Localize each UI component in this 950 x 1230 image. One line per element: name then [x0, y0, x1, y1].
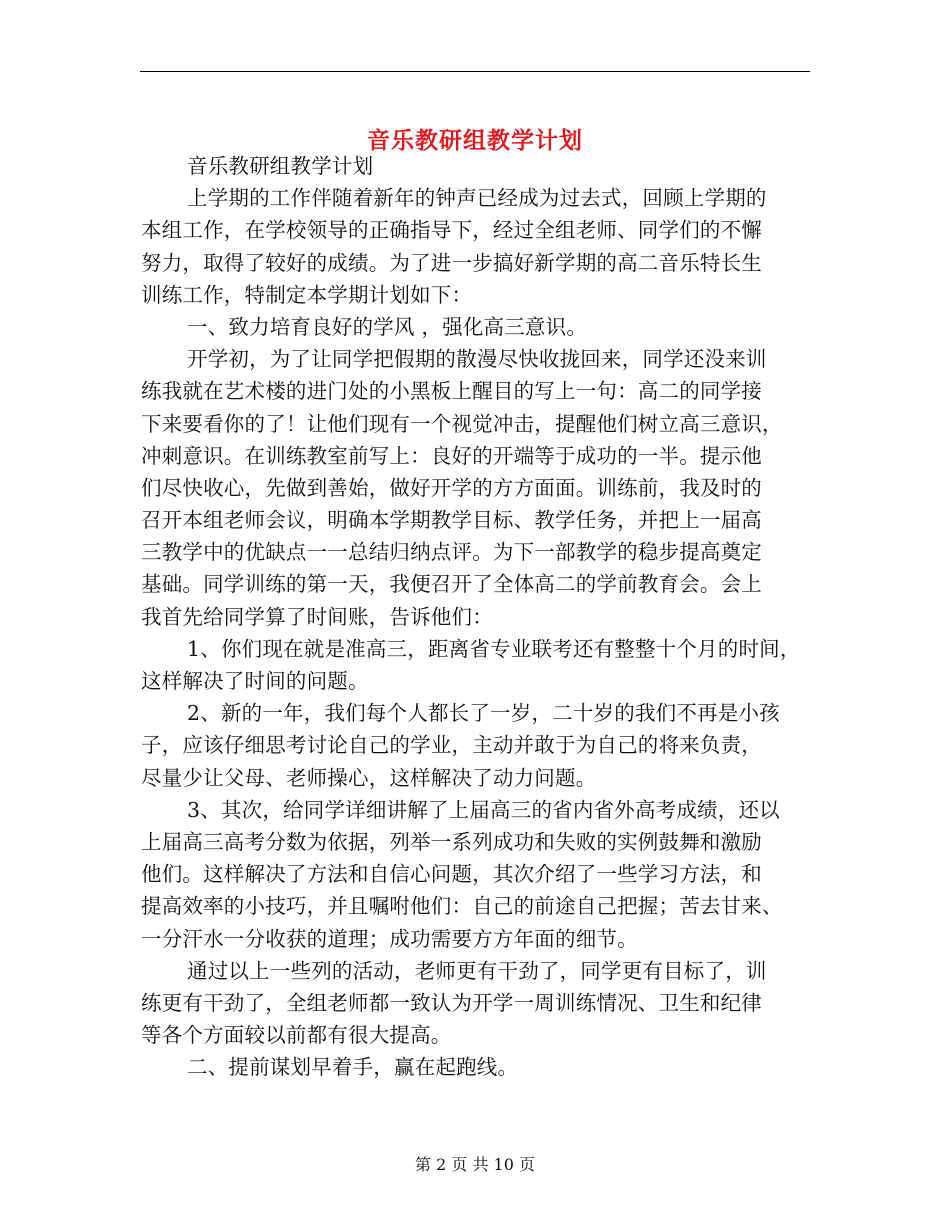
body-line: 上学期的工作伴随着新年的钟声已经成为过去式，回顾上学期的: [187, 186, 767, 211]
header-rule: [140, 71, 810, 72]
body-line: 提高效率的小技巧，并且嘱咐他们：自己的前途自己把握；苦去甘来、: [141, 894, 783, 919]
body-line: 三教学中的优缺点一一总结归纳点评。为下一部教学的稳步提高奠定: [141, 540, 762, 565]
body-line: 这样解决了时间的问题。: [141, 669, 369, 693]
body-line: 尽量少让父母、老师操心，这样解决了动力问题。: [141, 765, 597, 790]
body-line: 召开本组老师会议，明确本学期教学目标、教学任务，并把上一届高: [141, 508, 762, 533]
body-line: 音乐教研组教学计划: [187, 154, 374, 178]
body-line: 训练工作，特制定本学期计划如下：: [141, 282, 473, 307]
body-line: 2、新的一年，我们每个人都长了一岁，二十岁的我们不再是小孩: [187, 701, 780, 726]
body-line: 下来要看你的了！让他们现有一个视觉冲击，提醒他们树立高三意识，: [141, 411, 783, 436]
body-line: 们尽快收心，先做到善始，做好开学的方方面面。训练前，我及时的: [141, 475, 762, 500]
body-line: 一分汗水一分收获的道理；成功需要方方年面的细节。: [141, 926, 638, 951]
body-line: 等各个方面较以前都有很大提高。: [141, 1023, 452, 1048]
document-body: [141, 150, 811, 1083]
body-line: 1、你们现在就是准高三，距离省专业联考还有整整十个月的时间，: [187, 636, 801, 661]
body-line: 他们。这样解决了方法和自信心问题，其次介绍了一些学习方法，和: [141, 862, 762, 887]
body-line: 练我就在艺术楼的进门处的小黑板上醒目的写上一句：高二的同学接: [141, 379, 762, 404]
page-footer: 第 2 页 共 10 页: [415, 1155, 535, 1174]
body-line: 一、致力培育良好的学风 ，强化高三意识。: [187, 314, 588, 339]
body-line: 练更有干劲了，全组老师都一致认为开学一周训练情况、卫生和纪律: [141, 990, 762, 1015]
body-line: 通过以上一些列的活动，老师更有干劲了，同学更有目标了，训: [187, 958, 767, 983]
body-line: 二、提前谋划早着手，赢在起跑线。: [187, 1055, 519, 1080]
body-line: 努力，取得了较好的成绩。为了进一步搞好新学期的高二音乐特长生: [141, 250, 762, 275]
body-line: 我首先给同学算了时间账，告诉他们：: [141, 604, 493, 629]
document-title: 音乐教研组教学计划: [367, 127, 583, 155]
body-line: 开学初，为了让同学把假期的散漫尽快收拢回来，同学还没来训: [187, 347, 767, 372]
body-line: 3、其次，给同学详细讲解了上届高三的省内省外高考成绩，还以: [187, 797, 780, 822]
body-line: 上届高三高考分数为依据，列举一系列成功和失败的实例鼓舞和激励: [141, 829, 762, 854]
body-line: 子，应该仔细思考讨论自己的学业，主动并敢于为自己的将来负责，: [141, 733, 762, 758]
body-line: 基础。同学训练的第一天，我便召开了全体高二的学前教育会。会上: [141, 572, 762, 597]
body-line: 本组工作，在学校领导的正确指导下，经过全组老师、同学们的不懈: [141, 218, 762, 243]
body-line: 冲刺意识。在训练教室前写上：良好的开端等于成功的一半。提示他: [141, 443, 762, 468]
